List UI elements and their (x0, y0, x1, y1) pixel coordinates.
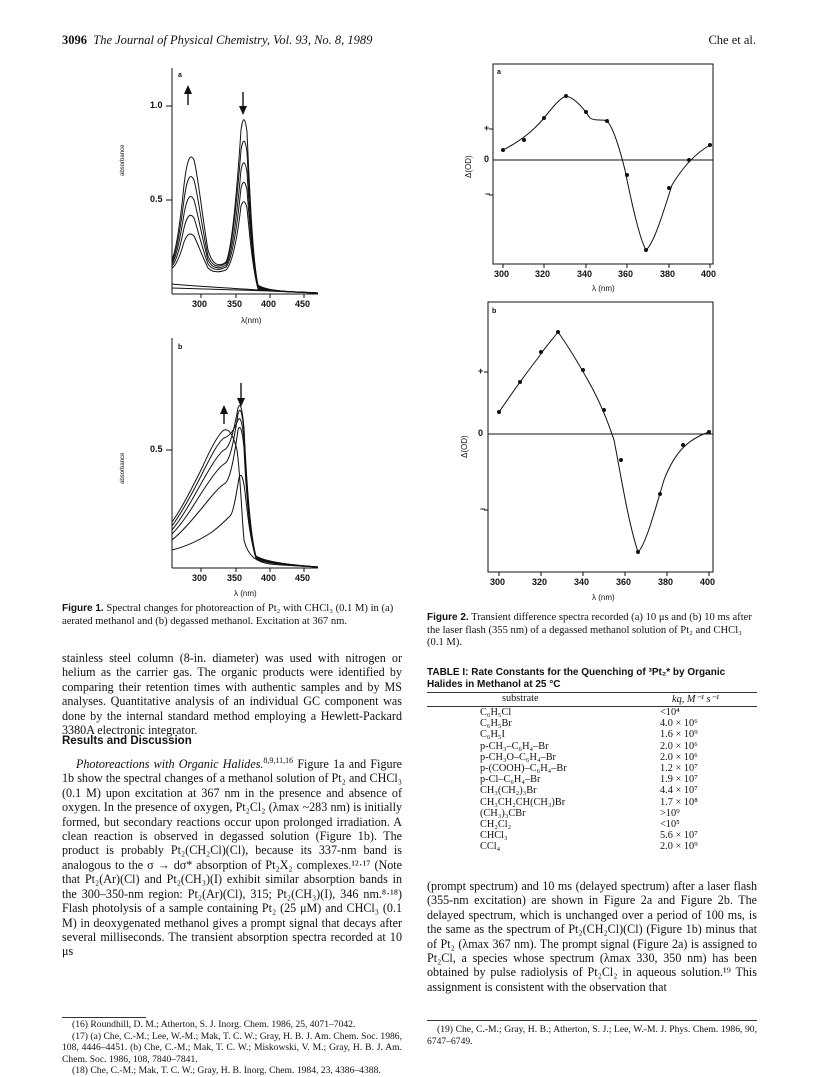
figure-1a-xtick-3: 400 (261, 299, 277, 309)
right-column-paragraph: (prompt spectrum) and 10 ms (delayed spectrum) after a laser flash (355-nm excitation) are shown in Figure 2a and Figure 2b. The delayed spectrum, which is unchanged over a period of 100 ms, is the same as the spectrum of Pt₂(CH₂Cl)(Cl) (Figure 1b) minus that of Pt₂ (λmax 367 nm). The prompt signal (Figure 2a) is assigned to Pt₂Cl, a species whose spectrum (λmax 330, 350 nm) has been obtained by pulse radiolysis of Pt₂Cl₂ in aqueous solution.¹⁹ This assignment is consistent with the observation that (427, 879, 757, 994)
figure-1b-xtick-1: 300 (192, 573, 208, 583)
figure-2a-ylabel: Δ(OD) (464, 155, 473, 178)
figure-1a-xtick-1: 300 (192, 299, 208, 309)
figure-1-caption-text: Spectral changes for photoreaction of Pt₂ with CHCl₃ (0.1 M) in (a) aerated methanol and (b) degassed methanol. Excitation at 367 nm. (62, 603, 394, 627)
figure-2-caption-text: Transient difference spectra recorded (a) 10 μs and (b) 10 ms after the laser flash (355 nm) of a degassed methanol solution of Pt₂ and CHCl₃ (0.1 M). (427, 612, 752, 648)
table-cell-substrate: C₆H₅Cl (480, 707, 512, 718)
figure-2b-xtick-5: 380 (658, 577, 674, 587)
table-cell-kq: 5.6 × 10⁷ (660, 830, 698, 842)
figure-1b-panel-label: b (178, 344, 183, 351)
figure-2b-ytick-zero: 0 (478, 428, 484, 438)
table-row (480, 830, 740, 841)
table-cell-substrate: CCl₄ (480, 841, 501, 853)
table-1-title (427, 667, 757, 691)
table-cell-kq: <10⁴ (660, 707, 680, 718)
footnote-18: (18) Che, C.-M.; Mak, T. C. W.; Gray, H. B. Inorg. Chem. 1984, 23, 4386–4388. (72, 1065, 381, 1077)
right-footnotes (427, 1024, 757, 1047)
table-row (480, 785, 740, 796)
figure-2b-ylabel: Δ(OD) (460, 435, 469, 458)
figure-2a-xlabel: λ (nm) (592, 284, 615, 293)
figure-1a-ylabel: absorbance (120, 144, 126, 176)
table-1-title-label: TABLE I: (427, 667, 469, 678)
table-row (480, 707, 740, 718)
figure-1a-ytick-1: 1.0 (150, 100, 163, 110)
table-cell-kq: 1.6 × 10⁹ (660, 729, 698, 741)
table-row (480, 729, 740, 740)
figure-1b-xtick-3: 400 (261, 573, 277, 583)
figure-1a-panel-label: a (178, 72, 182, 79)
figure-1b-ylabel: absorbance (120, 452, 126, 484)
figure-2a-xtick-2: 320 (535, 269, 551, 279)
paragraph-2-text: Figure 1a and Figure 1b show the spectral changes of a methanol solution of Pt₂ and CHCl₃ (0.1 M) upon excitation at 367 nm in the presence and absence of oxygen. In the presence of oxygen, Pt₂Cl₂ (λmax ~283 nm) is initially formed, but secondary reactions occur upon prolonged irradiation. A clean reaction is observed in degassed solution (Figure 1b). The product is probably Pt₂(CH₂Cl)(Cl), because its 337-nm band is analogous to the σ → dσ* absorption of Pt₂X₂ complexes.¹²·¹⁷ (Note that Pt₂(Ar)(Cl) and Pt₂(CH₃)(I) exhibit similar absorption bands in the 300–350-nm region: Pt₂(Ar)(Cl), 315; Pt₂(CH₃)(I), 346 nm.⁸·¹⁸) Flash photolysis of a sample containing Pt₂ (25 μM) and CHCl₃ (0.1 M) in deoxygenated methanol gives a prompt signal that decays after several milliseconds. The transient absorption spectra recorded at 10 μs (62, 757, 402, 959)
table-row (480, 752, 740, 763)
table-cell-kq: 1.9 × 10⁷ (660, 774, 698, 786)
figure-2a-xtick-4: 360 (618, 269, 634, 279)
table-cell-substrate: C₆H₅Br (480, 718, 512, 730)
table-1 (480, 707, 740, 853)
table-cell-substrate: p-(COOH)–C₆H₄–Br (480, 763, 567, 775)
table-row (480, 774, 740, 785)
figure-2b-xtick-4: 360 (616, 577, 632, 587)
table-row (480, 841, 740, 852)
table-row (480, 797, 740, 808)
figure-2b-ytick-plus: + (478, 366, 484, 376)
figure-1-caption-label: Figure 1. (62, 603, 104, 614)
table-cell-substrate: CHCl₃ (480, 830, 508, 842)
table-1-col-substrate: substrate (502, 693, 539, 704)
right-footnote-rule (427, 1020, 757, 1021)
figure-2a-ytick-zero: 0 (484, 154, 490, 164)
table-cell-kq: 1.2 × 10⁷ (660, 763, 698, 775)
figure-2a-panel-label: a (497, 69, 501, 76)
figure-1a-xtick-2: 350 (227, 299, 243, 309)
left-column-paragraph-2 (62, 754, 402, 959)
table-cell-kq: <10⁵ (660, 819, 680, 831)
figure-1b-xtick-2: 350 (227, 573, 243, 583)
figure-2b-xtick-6: 400 (700, 577, 716, 587)
footnote-16: (16) Roundhill, D. M.; Atherton, S. J. Inorg. Chem. 1986, 25, 4071–7042. (72, 1019, 356, 1030)
table-cell-substrate: p-CH₃–C₆H₄–Br (480, 740, 549, 752)
table-1-rows (480, 707, 740, 853)
left-column-paragraph-1: stainless steel column (8-in. diameter) was used with nitrogen or helium as the carrier gas. The organic products were identified by comparing their retention times with authentic samples and by MS analyses. Quantitative analysis of an individual GC component was done by the internal standard method employing a Hewlett-Packard 3380A electronic integrator. (62, 651, 402, 738)
figure-2a-xtick-1: 300 (494, 269, 510, 279)
table-1-body (480, 707, 740, 853)
left-footnotes (62, 1019, 402, 1077)
table-cell-substrate: CH₃CH₂CH(CH₃)Br (480, 796, 566, 808)
figure-2a-xtick-5: 380 (660, 269, 676, 279)
table-cell-substrate: (CH₃)₃CBr (480, 807, 526, 819)
table-row (480, 819, 740, 830)
table-row (480, 808, 740, 819)
footnote-19: (19) Che, C.-M.; Gray, H. B.; Atherton, S. J.; Lee, W.-M. J. Phys. Chem. 1986, 90, 6747–6749. (427, 1024, 757, 1047)
figure-2a-ytick-plus: + (484, 123, 490, 133)
table-1-col-kq: kq, M⁻¹ s⁻¹ (672, 694, 720, 705)
table-cell-substrate: p-Cl–C₆H₄–Br (480, 774, 541, 786)
left-footnote-rule (62, 1017, 146, 1018)
figure-1b-xlabel: λ (nm) (234, 589, 257, 598)
table-row (480, 718, 740, 729)
section-heading-results: Results and Discussion (62, 735, 192, 747)
figure-2b-panel-label: b (492, 308, 497, 315)
table-row (480, 741, 740, 752)
page-number: 3096 (62, 33, 87, 47)
figure-2a-xtick-3: 340 (577, 269, 593, 279)
table-cell-substrate: p-CH₃O–C₆H₄–Br (480, 751, 556, 763)
running-header-authors: Che et al. (708, 33, 756, 47)
figure-1a-xtick-4: 450 (295, 299, 311, 309)
table-cell-kq: 2.0 × 10⁹ (660, 841, 698, 853)
figure-2b-xtick-3: 340 (574, 577, 590, 587)
figure-2-caption (427, 612, 757, 650)
table-cell-kq: 2.0 × 10⁶ (660, 751, 698, 763)
figure-2b-xtick-1: 300 (490, 577, 506, 587)
figure-1a-xlabel: λ(nm) (241, 316, 262, 325)
table-cell-kq: 4.0 × 10⁶ (660, 718, 698, 730)
table-cell-substrate: C₆H₅I (480, 729, 505, 741)
figure-2a-xtick-6: 400 (701, 269, 717, 279)
subsection-title: Photoreactions with Organic Halides. (76, 757, 264, 772)
subsection-refs: 8,9,11,16 (263, 756, 294, 765)
figure-1b-xtick-4: 450 (295, 573, 311, 583)
figure-1a-ytick-2: 0.5 (150, 194, 163, 204)
table-cell-kq: >10⁹ (660, 807, 680, 819)
figure-2b-xtick-2: 320 (532, 577, 548, 587)
figure-2b-ytick-minus: − (480, 504, 486, 514)
table-cell-kq: 4.4 × 10⁷ (660, 785, 698, 797)
table-cell-substrate: CH₂Cl₂ (480, 819, 512, 831)
figure-2a-ytick-minus: − (485, 189, 491, 199)
table-row (480, 763, 740, 774)
figure-1b-ytick-1: 0.5 (150, 444, 163, 454)
journal-name: The Journal of Physical Chemistry, Vol. 93, No. 8, 1989 (93, 33, 373, 47)
figure-2-caption-label: Figure 2. (427, 612, 469, 623)
table-cell-substrate: CH₃(CH₂)₃Br (480, 785, 537, 797)
figure-2b-xlabel: λ (nm) (592, 593, 615, 602)
table-1-title-text: Rate Constants for the Quenching of ³Pt₂* by Organic Halides in Methanol at 25 °C (427, 667, 726, 690)
table-cell-kq: 2.0 × 10⁶ (660, 740, 698, 752)
footnote-17: (17) (a) Che, C.-M.; Lee, W.-M.; Mak, T. C. W.; Gray, H. B. J. Am. Chem. Soc. 1986, 108, 4446–4451. (b) Che, C.-M.; Mak, T. C. W.; Miskowski, V. M.; Gray, H. B. J. Am. Chem. Soc. 1986, 108, 7840–7841. (62, 1030, 402, 1065)
table-cell-kq: 1.7 × 10⁸ (660, 796, 698, 808)
